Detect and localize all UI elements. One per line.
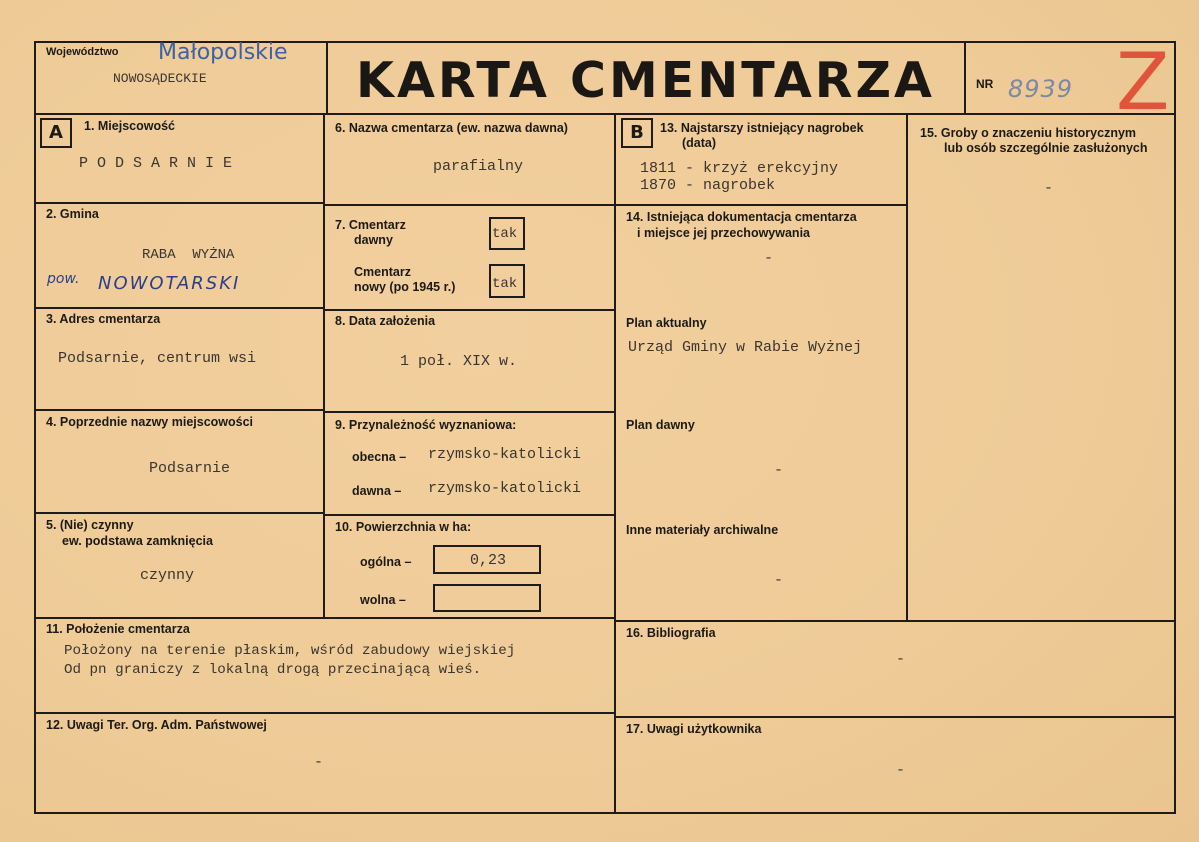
field-17-value: - xyxy=(896,762,906,779)
field-10-free-box xyxy=(433,584,541,612)
field-4-label: 4. Poprzednie nazwy miejscowości xyxy=(46,415,254,429)
row-line-11 xyxy=(34,617,615,619)
field-15-label-1: 15. Groby o znaczeniu historycznym xyxy=(920,126,1137,140)
field-10-total-value: 0,23 xyxy=(470,552,507,569)
c2-row-line-1 xyxy=(323,204,615,206)
field-7-old-value: tak xyxy=(492,226,518,242)
field-14-value: - xyxy=(764,250,774,267)
field-2-pow-prefix: pow. xyxy=(47,271,80,287)
field-9-current-label: obecna – xyxy=(352,450,407,464)
field-13-label-1: 13. Najstarszy istniejący nagrobek xyxy=(660,121,864,135)
field-7-new-label-1: Cmentarz xyxy=(354,265,411,279)
col-divider-3 xyxy=(906,113,908,620)
field-2-value: RABA WYŻNA xyxy=(142,247,235,263)
c1-row-line-1 xyxy=(34,202,324,204)
field-10-total-label: ogólna – xyxy=(360,555,412,569)
field-7-new-label-2: nowy (po 1945 r.) xyxy=(354,280,456,294)
plan-old-label: Plan dawny xyxy=(626,418,695,432)
field-1-value: P O D S A R N I E xyxy=(79,155,233,172)
field-17-label: 17. Uwagi użytkownika xyxy=(626,722,762,736)
field-3-value: Podsarnie, centrum wsi xyxy=(58,350,257,367)
nr-value: 8939 xyxy=(1008,75,1074,103)
field-14-label-2: i miejsce jej przechowywania xyxy=(637,226,810,240)
field-5-label-2: ew. podstawa zamknięcia xyxy=(62,534,213,548)
field-10-free-label: wolna – xyxy=(360,593,406,607)
field-16-value: - xyxy=(896,651,906,668)
field-11-line-1: Położony na terenie płaskim, wśród zabudowy wiejskiej xyxy=(64,643,516,659)
field-3-label: 3. Adres cmentarza xyxy=(46,312,161,326)
voivodeship-stamp: Małopolskie xyxy=(158,40,288,65)
red-z-mark: Z xyxy=(1116,38,1170,128)
field-9-label: 9. Przynależność wyznaniowa: xyxy=(335,418,517,432)
field-15-label-2: lub osób szczególnie zasłużonych xyxy=(944,141,1148,155)
c3-row-line-1 xyxy=(614,204,907,206)
field-13-label-2: (data) xyxy=(682,136,717,150)
field-13-line-1: 1811 - krzyż erekcyjny xyxy=(640,160,839,177)
c2-row-line-4 xyxy=(323,514,615,516)
field-4-value: Podsarnie xyxy=(149,460,231,477)
col-divider-1 xyxy=(323,113,325,617)
header-divider-2 xyxy=(964,41,966,113)
field-8-value: 1 poł. XIX w. xyxy=(400,353,518,370)
header-divider-1 xyxy=(326,41,328,113)
field-9-former-label: dawna – xyxy=(352,484,402,498)
field-9-current-value: rzymsko-katolicki xyxy=(428,446,582,463)
field-8-label: 8. Data założenia xyxy=(335,314,436,328)
page-title: KARTA CMENTARZA xyxy=(356,52,935,109)
nr-label: NR xyxy=(976,77,994,91)
field-16-label: 16. Bibliografia xyxy=(626,626,716,640)
wojewodztwo-label: Województwo xyxy=(46,46,119,58)
field-14-label-1: 14. Istniejąca dokumentacja cmentarza xyxy=(626,210,857,224)
c1-row-line-2 xyxy=(34,307,324,309)
field-15-value: - xyxy=(1044,180,1054,197)
section-a-box: A xyxy=(40,118,72,148)
row-line-16 xyxy=(614,620,1176,622)
field-7-label-1: 7. Cmentarz xyxy=(335,218,406,232)
row-line-17 xyxy=(614,716,1176,718)
field-10-label: 10. Powierzchnia w ha: xyxy=(335,520,472,534)
other-materials-label: Inne materiały archiwalne xyxy=(626,523,779,537)
field-11-line-2: Od pn graniczy z lokalną drogą przecinającą wieś. xyxy=(64,662,482,678)
header-bottom-line xyxy=(34,113,1176,115)
c1-row-line-3 xyxy=(34,409,324,411)
field-6-label: 6. Nazwa cmentarza (ew. nazwa dawna) xyxy=(335,121,568,135)
c2-row-line-3 xyxy=(323,411,615,413)
field-11-label: 11. Położenie cmentarza xyxy=(46,622,190,636)
field-1-label: 1. Miejscowość xyxy=(84,119,176,133)
col-divider-2 xyxy=(614,113,616,814)
field-5-value: czynny xyxy=(140,567,195,584)
plan-current-label: Plan aktualny xyxy=(626,316,707,330)
field-13-line-2: 1870 - nagrobek xyxy=(640,177,776,194)
section-b-box: B xyxy=(621,118,653,148)
c2-row-line-2 xyxy=(323,309,615,311)
plan-current-value: Urząd Gminy w Rabie Wyżnej xyxy=(628,339,863,356)
field-7-label-2: dawny xyxy=(354,233,393,247)
row-line-12 xyxy=(34,712,615,714)
c1-row-line-4 xyxy=(34,512,324,514)
field-2-pow-value: NOWOTARSKI xyxy=(98,273,241,294)
field-12-value: - xyxy=(314,754,324,771)
field-9-former-value: rzymsko-katolicki xyxy=(428,480,582,497)
old-voivodeship: NOWOSĄDECKIE xyxy=(113,71,207,86)
other-materials-value: - xyxy=(774,572,784,589)
field-2-label: 2. Gmina xyxy=(46,207,99,221)
field-7-new-value: tak xyxy=(492,276,518,292)
field-5-label-1: 5. (Nie) czynny xyxy=(46,518,134,532)
field-12-label: 12. Uwagi Ter. Org. Adm. Państwowej xyxy=(46,718,267,732)
field-6-value: parafialny xyxy=(433,158,524,175)
plan-old-value: - xyxy=(774,462,784,479)
